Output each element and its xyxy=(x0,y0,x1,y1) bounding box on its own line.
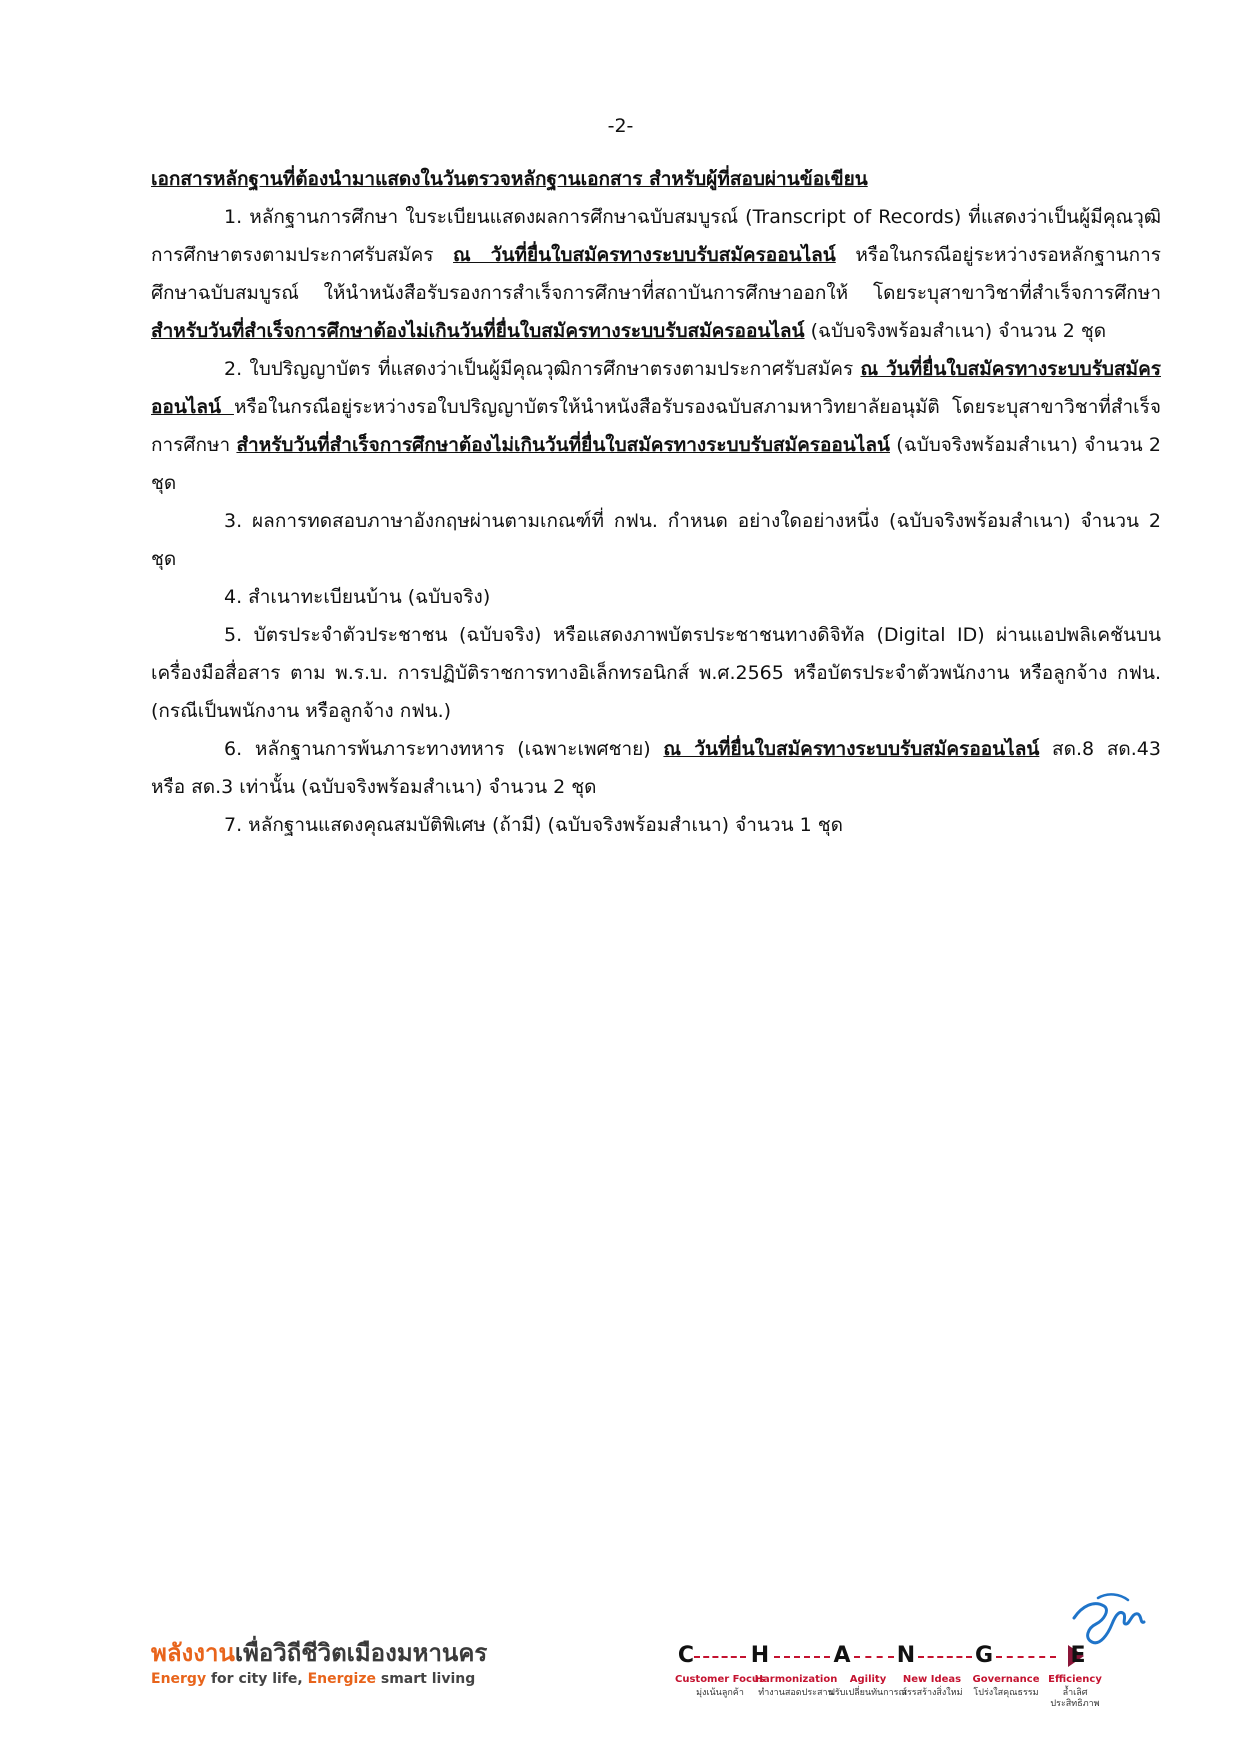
change-letter-c: C xyxy=(677,1643,695,1668)
list-item-3: 3. ผลการทดสอบภาษาอังกฤษผ่านตามเกณฑ์ที่ กฟน. กำหนด อย่างใดอย่างหนึ่ง (ฉบับจริงพร้อมสำเนา) จำนวน 2 ชุด xyxy=(151,510,1161,570)
signature-icon xyxy=(1068,1588,1148,1648)
document-heading: เอกสารหลักฐานที่ต้องนำมาแสดงในวันตรวจหลักฐานเอกสาร สำหรับผู้ที่สอบผ่านข้อเขียน xyxy=(151,168,868,190)
change-letter-e: E xyxy=(1070,1643,1086,1668)
list-item-4: 4. สำเนาทะเบียนบ้าน (ฉบับจริง) xyxy=(224,586,491,608)
list-item-7: 7. หลักฐานแสดงคุณสมบัติพิเศษ (ถ้ามี) (ฉบับจริงพร้อมสำเนา) จำนวน 1 ชุด xyxy=(224,814,843,836)
change-letters xyxy=(677,1643,1110,1668)
slogan-thai: พลังงานเพื่อวิถีชีวิตเมืองมหานคร xyxy=(151,1639,488,1667)
slogan-english: Energy for city life, Energize smart living xyxy=(151,1671,476,1687)
value-customer-focus: Customer Focus มุ่งเน้นลูกค้า xyxy=(675,1674,765,1698)
footer-slogan xyxy=(151,1637,487,1687)
value-harmonization: Harmonization ทำงานสอดประสาน xyxy=(754,1674,838,1698)
list-item-2: 2. ใบปริญญาบัตร ที่แสดงว่าเป็นผู้มีคุณวุฒิการศึกษาตรงตามประกาศรับสมัคร ณ วันที่ยื่นใบสมัครทางระบบรับสมัครออนไลน์ หรือในกรณีอยู่ระหว่างรอใบปริญญาบัตรให้นำหนังสือรับรองฉบับสภามหาวิทยาลัยอนุมัติ โดยระบุสาขาวิชาที่สำเร็จการศึกษา สำหรับวันที่สำเร็จการศึกษาต้องไม่เกินวันที่ยื่นใบสมัครทางระบบรับสมัครออนไลน์ (ฉบับจริงพร้อมสำเนา) จำนวน 2 ชุด xyxy=(151,358,1161,494)
list-item-5: 5. บัตรประจำตัวประชาชน (ฉบับจริง) หรือแสดงภาพบัตรประชาชนทางดิจิทัล (Digital ID) ผ่านแอปพลิเคชันบนเครื่องมือสื่อสาร ตาม พ.ร.บ. การปฏิบัติราชการทางอิเล็กทรอนิกส์ พ.ศ.2565 หรือบัตรประจำตัวพนักงาน หรือลูกจ้าง กฟน. (กรณีเป็นพนักงาน หรือลูกจ้าง กฟน.) xyxy=(151,624,1161,722)
change-values-logo xyxy=(675,1588,1110,1738)
change-letter-n: N xyxy=(896,1643,916,1668)
value-efficiency: Efficiency ล้ำเลิศประสิทธิภาพ xyxy=(1048,1674,1102,1709)
value-new-ideas: New Ideas สรรสร้างสิ่งใหม่ xyxy=(901,1674,963,1698)
document-body xyxy=(151,160,1161,844)
change-letter-g: G xyxy=(974,1643,994,1668)
list-item-6: 6. หลักฐานการพ้นภาระทางทหาร (เฉพาะเพศชาย) ณ วันที่ยื่นใบสมัครทางระบบรับสมัครออนไลน์ สด.8 สด.43 หรือ สด.3 เท่านั้น (ฉบับจริงพร้อมสำเนา) จำนวน 2 ชุด xyxy=(151,738,1161,798)
change-letter-h: H xyxy=(750,1643,770,1668)
page-number: -2- xyxy=(607,115,634,137)
list-item-1: 1. หลักฐานการศึกษา ใบระเบียนแสดงผลการศึกษาฉบับสมบูรณ์ (Transcript of Records) ที่แสดงว่าเป็นผู้มีคุณวุฒิการศึกษาตรงตามประกาศรับสมัคร ณ วันที่ยื่นใบสมัครทางระบบรับสมัครออนไลน์ หรือในกรณีอยู่ระหว่างรอหลักฐานการศึกษาฉบับสมบูรณ์ ให้นำหนังสือรับรองการสำเร็จการศึกษาที่สถาบันการศึกษาออกให้ โดยระบุสาขาวิชาที่สำเร็จการศึกษา สำหรับวันที่สำเร็จการศึกษาต้องไม่เกินวันที่ยื่นใบสมัครทางระบบรับสมัครออนไลน์ (ฉบับจริงพร้อมสำเนา) จำนวน 2 ชุด xyxy=(151,206,1161,342)
value-governance: Governance โปร่งใสคุณธรรม xyxy=(972,1674,1040,1698)
value-agility: Agility ปรับเปลี่ยนทันการณ์ xyxy=(829,1674,907,1698)
change-letter-a: A xyxy=(833,1643,851,1668)
